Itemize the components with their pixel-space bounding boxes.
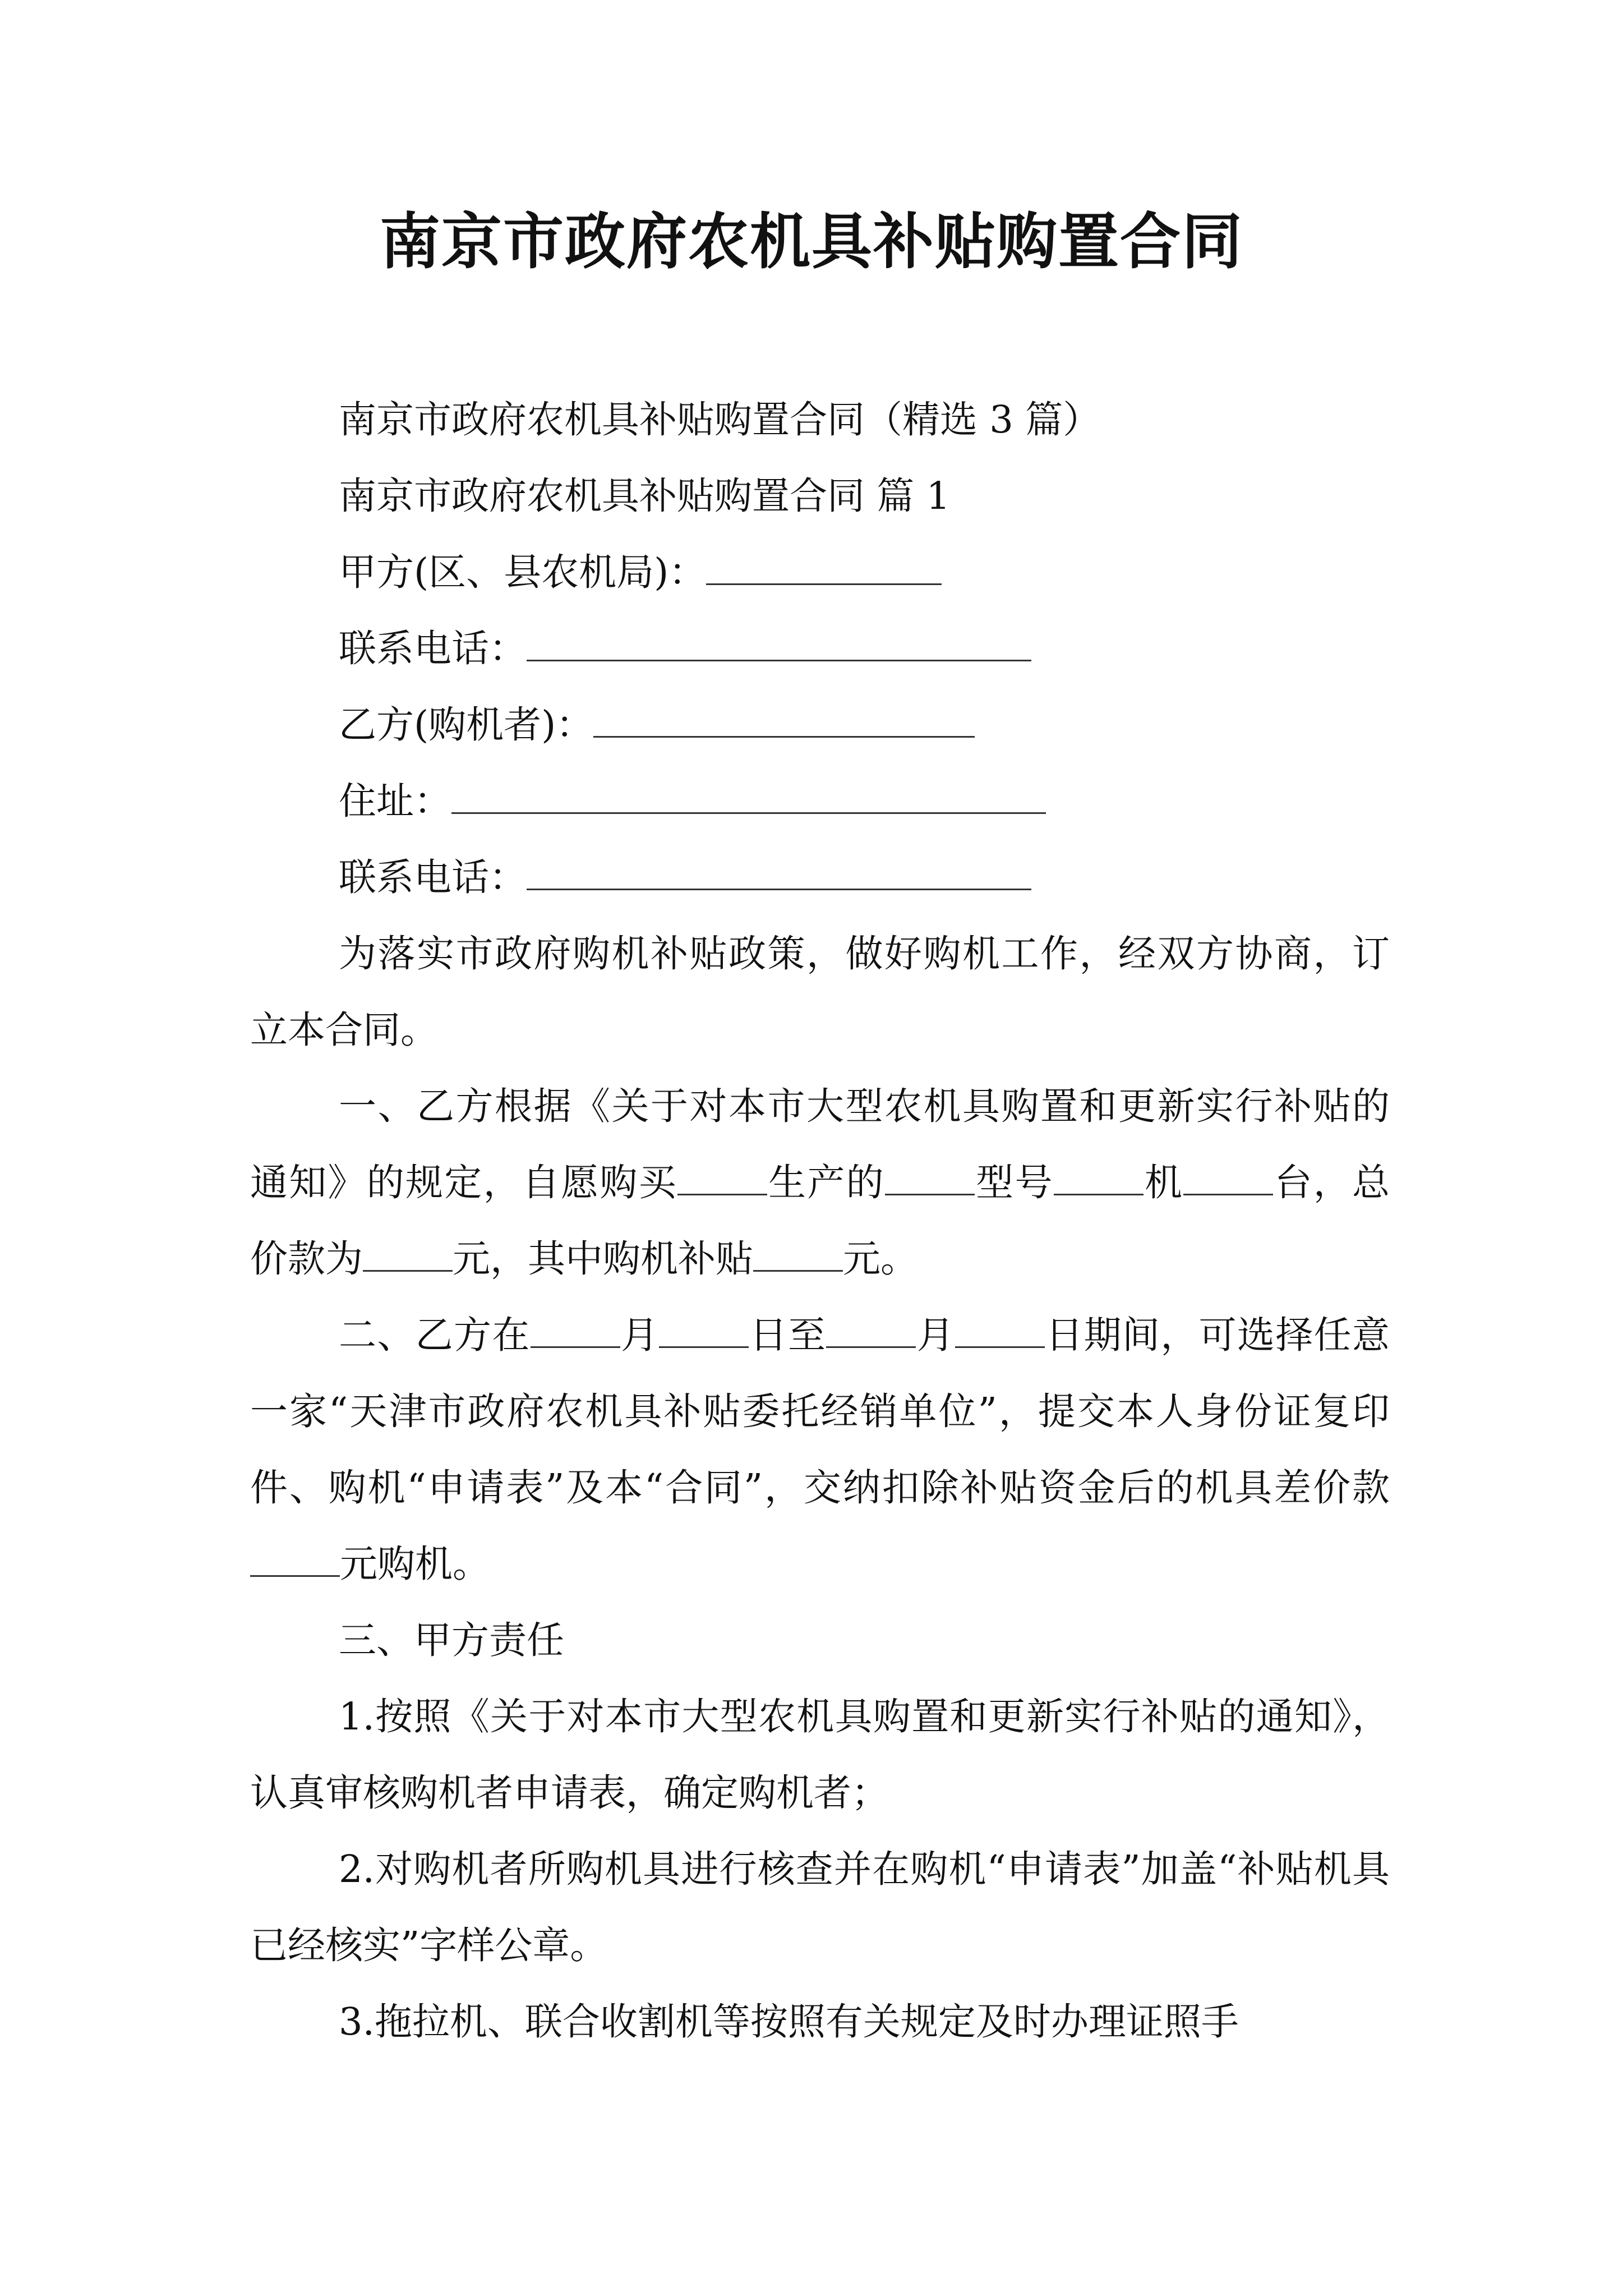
clause-3-title: 三、甲方责任 <box>339 1618 564 1662</box>
clause-1-text-4: 机 <box>1143 1161 1184 1204</box>
phone-label-1: 联系电话： <box>339 627 527 670</box>
clause-2-text-5: 日期间，可选择任意一家“天津市政府农机具补贴委托经销单位”，提交本人身份证复印件、购机“申请表”及本“合同”，交纳扣除补贴资金后的机具差价款 <box>250 1313 1390 1510</box>
quantity-blank[interactable] <box>1183 1154 1273 1195</box>
address-label: 住址： <box>339 779 451 823</box>
clause-2-text-1: 二、乙方在 <box>339 1313 531 1357</box>
model-blank[interactable] <box>885 1154 975 1195</box>
clause-1-text-6: 元，其中购机补贴 <box>453 1237 753 1281</box>
party-a-blank[interactable] <box>706 544 942 585</box>
clause-1-text-2: 生产的 <box>767 1161 885 1204</box>
end-month-blank[interactable] <box>826 1307 916 1348</box>
address-field <box>250 763 1390 839</box>
document-body <box>250 381 1390 2060</box>
start-month-blank[interactable] <box>531 1307 620 1348</box>
phone-field-2 <box>250 839 1390 915</box>
price-difference-blank[interactable] <box>250 1536 340 1577</box>
subsidy-blank[interactable] <box>753 1231 843 1272</box>
clause-1-text-3: 型号 <box>974 1161 1054 1204</box>
clause-3-item: 3.拖拉机、联合收割机等按照有关规定及时办理证照手 <box>339 2000 1239 2044</box>
section-title: 南京市政府农机具补贴购置合同 篇 1 <box>339 474 951 518</box>
party-b-field <box>250 687 1390 763</box>
document-heading: 南京市政府农机具补贴购置合同（精选 3 篇） <box>339 398 1101 441</box>
clause-1-text-5: 台，总价款为 <box>250 1161 1390 1281</box>
machine-blank[interactable] <box>1054 1154 1144 1195</box>
document-title: 南京市政府农机具补贴购置合同 <box>379 207 1243 277</box>
clause-3-item: 1.按照《关于对本市大型农机具购置和更新实行补贴的通知》，认真审核购机者申请表，确定购机者； <box>250 1695 1390 1815</box>
party-b-blank[interactable] <box>593 697 975 738</box>
clause-2-text-2: 月 <box>620 1313 660 1357</box>
clause-1-text-7: 元。 <box>843 1237 918 1281</box>
total-price-blank[interactable] <box>363 1231 453 1272</box>
clause-2-text-6: 元购机。 <box>340 1542 490 1586</box>
clause-1-text-1: 一、乙方根据《关于对本市大型农机具购置和更新实行补贴的通知》的规定，自愿购买 <box>250 1084 1390 1204</box>
clause-3-item: 2.对购机者所购机具进行核查并在购机“申请表”加盖“补贴机具已经核实”字样公章。 <box>250 1847 1390 1967</box>
phone-blank-1[interactable] <box>527 620 1031 661</box>
party-b-label: 乙方(购机者)： <box>339 703 594 747</box>
clause-2-text-4: 月 <box>916 1313 956 1357</box>
clause-2 <box>250 1297 1390 1602</box>
start-day-blank[interactable] <box>659 1307 749 1348</box>
clause-1 <box>250 1068 1390 1297</box>
phone-label-2: 联系电话： <box>339 855 527 899</box>
party-a-label: 甲方(区、县农机局)： <box>339 550 707 594</box>
phone-field-1 <box>250 610 1390 687</box>
party-a-field <box>250 534 1390 610</box>
intro-paragraph: 为落实市政府购机补贴政策，做好购机工作，经双方协商，订立本合同。 <box>250 932 1390 1052</box>
manufacturer-blank[interactable] <box>677 1154 767 1195</box>
address-blank[interactable] <box>451 773 1046 814</box>
phone-blank-2[interactable] <box>527 849 1031 890</box>
end-day-blank[interactable] <box>955 1307 1045 1348</box>
clause-2-text-3: 日至 <box>749 1313 827 1357</box>
